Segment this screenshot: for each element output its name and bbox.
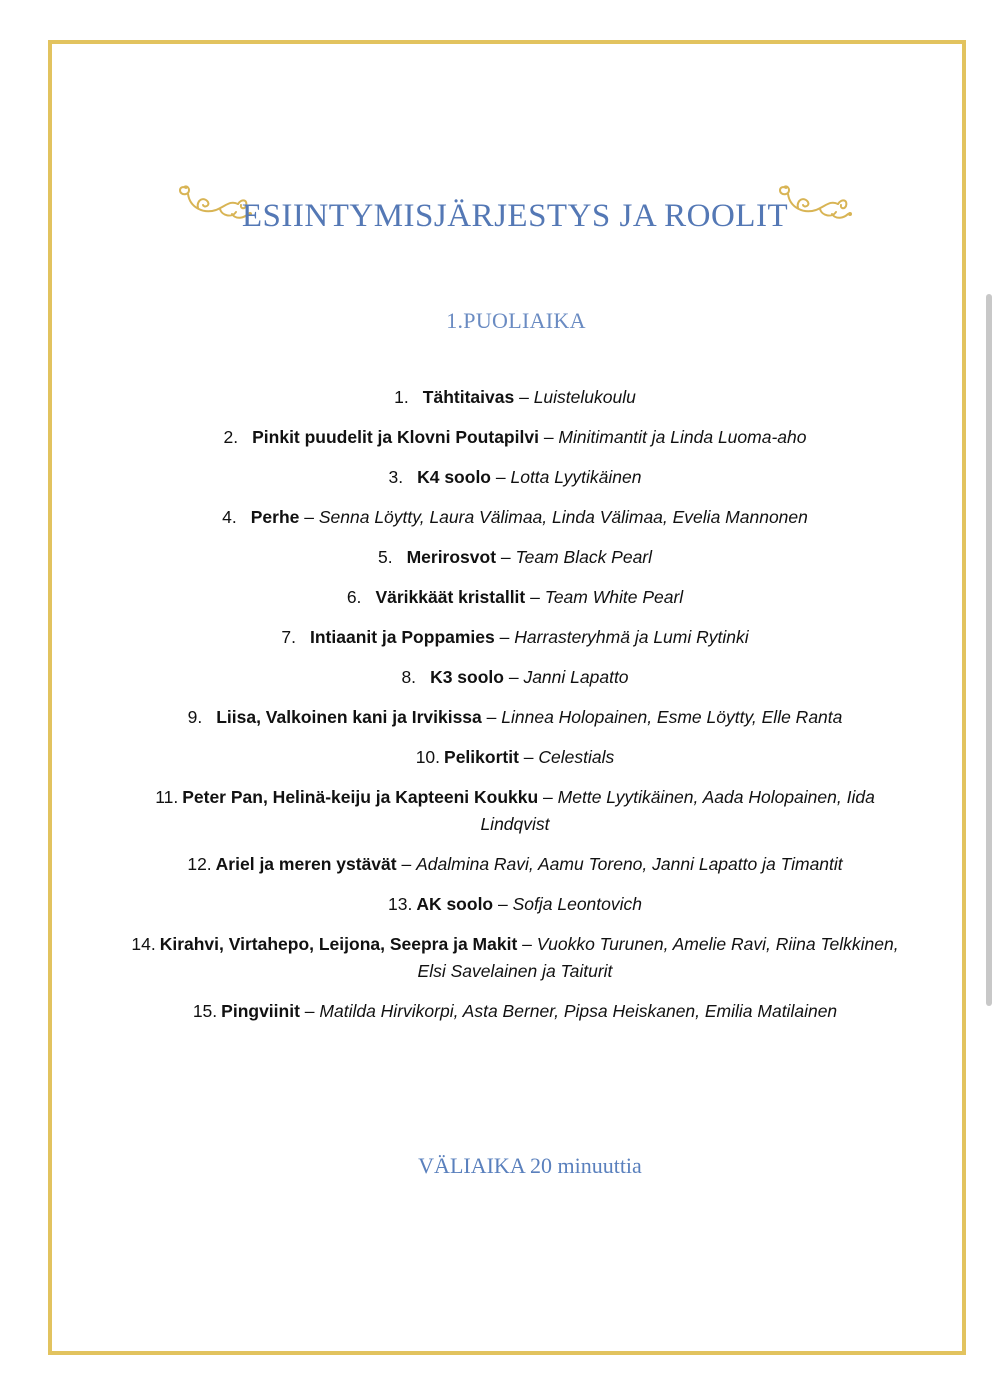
item-number: 2. — [223, 427, 239, 447]
performers: Linnea Holopainen, Esme Löytty, Elle Ranta — [501, 707, 843, 727]
program-item — [120, 891, 910, 918]
performers: Vuokko Turunen, Amelie Ravi, Riina Telkkinen, Elsi Savelainen ja Taiturit — [417, 934, 899, 981]
separator: – — [304, 1001, 315, 1021]
program-item — [120, 504, 910, 531]
item-number: 7. — [281, 627, 296, 647]
intermission-heading: VÄLIAIKA 20 minuuttia — [418, 1153, 642, 1178]
performers: Matilda Hirvikorpi, Asta Berner, Pipsa Heiskanen, Emilia Matilainen — [319, 1001, 838, 1021]
separator: – — [543, 787, 553, 807]
act-title: Peter Pan, Helinä-keiju ja Kapteeni Koukku — [182, 787, 539, 807]
act-title: Värikkäät kristallit — [375, 587, 526, 607]
separator: – — [523, 747, 534, 767]
item-number: 9. — [187, 707, 203, 727]
program-list — [120, 384, 910, 1038]
program-item — [120, 998, 910, 1025]
program-item — [120, 744, 910, 771]
item-number: 11. — [155, 787, 179, 807]
program-item — [120, 664, 910, 691]
separator: – — [500, 547, 511, 567]
item-number: 6. — [346, 587, 362, 607]
act-title: Liisa, Valkoinen kani ja Irvikissa — [216, 707, 482, 727]
act-title: Pingviinit — [221, 1001, 300, 1021]
separator: – — [543, 427, 554, 447]
act-title: Ariel ja meren ystävät — [215, 854, 397, 874]
separator: – — [530, 587, 540, 607]
performers: Harrasteryhmä ja Lumi Rytinki — [514, 627, 749, 647]
performers: Lotta Lyytikäinen — [510, 467, 642, 487]
performers: Minitimantit ja Linda Luoma-aho — [558, 427, 807, 447]
separator: – — [401, 854, 412, 874]
act-title: Kirahvi, Virtahepo, Leijona, Seepra ja Makit — [159, 934, 518, 954]
performers: Senna Löytty, Laura Välimaa, Linda Välimaa, Evelia Mannonen — [318, 507, 808, 527]
item-number: 4. — [222, 507, 237, 527]
act-title: Perhe — [250, 507, 300, 527]
act-title: Intiaanit ja Poppamies — [309, 627, 495, 647]
separator: – — [508, 667, 519, 687]
program-item — [120, 424, 910, 451]
separator: – — [495, 467, 506, 487]
performers: Team Black Pearl — [515, 547, 653, 567]
scrollbar[interactable] — [986, 294, 992, 1006]
program-item — [120, 931, 910, 985]
act-title: K4 soolo — [417, 467, 491, 487]
act-title: Pinkit puudelit ja Klovni Poutapilvi — [252, 427, 539, 447]
separator: – — [522, 934, 532, 954]
program-item — [120, 544, 910, 571]
performers: Janni Lapatto — [523, 667, 629, 687]
act-title: Merirosvot — [406, 547, 497, 567]
performers: Celestials — [538, 747, 615, 767]
program-item — [120, 704, 910, 731]
program-item — [120, 464, 910, 491]
performers: Mette Lyytikäinen, Aada Holopainen, Iida Lindqvist — [480, 787, 875, 834]
item-number: 12. — [187, 854, 212, 874]
title-row — [0, 174, 1000, 244]
performers: Adalmina Ravi, Aamu Toreno, Janni Lapatto ja Timantit — [416, 854, 843, 874]
separator: – — [519, 387, 529, 407]
item-number: 3. — [388, 467, 404, 487]
item-number: 8. — [401, 667, 417, 687]
act-title: Tähtitaivas — [422, 387, 515, 407]
separator: – — [486, 707, 497, 727]
act-title: AK soolo — [416, 894, 494, 914]
item-number: 5. — [377, 547, 393, 567]
program-item — [120, 624, 910, 651]
section-heading: 1.PUOLIAIKA — [446, 308, 586, 333]
item-number: 14. — [131, 934, 156, 954]
item-number: 10. — [415, 747, 441, 767]
act-title: K3 soolo — [430, 667, 504, 687]
separator: – — [498, 894, 508, 914]
separator: – — [499, 627, 510, 647]
page-title: ESIINTYMISJÄRJESTYS JA ROOLIT — [241, 198, 789, 234]
performers: Sofja Leontovich — [512, 894, 643, 914]
performers: Team White Pearl — [544, 587, 684, 607]
separator: – — [304, 507, 314, 527]
item-number: 13. — [387, 894, 413, 914]
program-item — [120, 784, 910, 838]
performers: Luistelukoulu — [533, 387, 636, 407]
program-item — [120, 851, 910, 878]
program-item — [120, 384, 910, 411]
item-number: 15. — [192, 1001, 218, 1021]
item-number: 1. — [394, 387, 409, 407]
program-item — [120, 584, 910, 611]
act-title: Pelikortit — [444, 747, 519, 767]
